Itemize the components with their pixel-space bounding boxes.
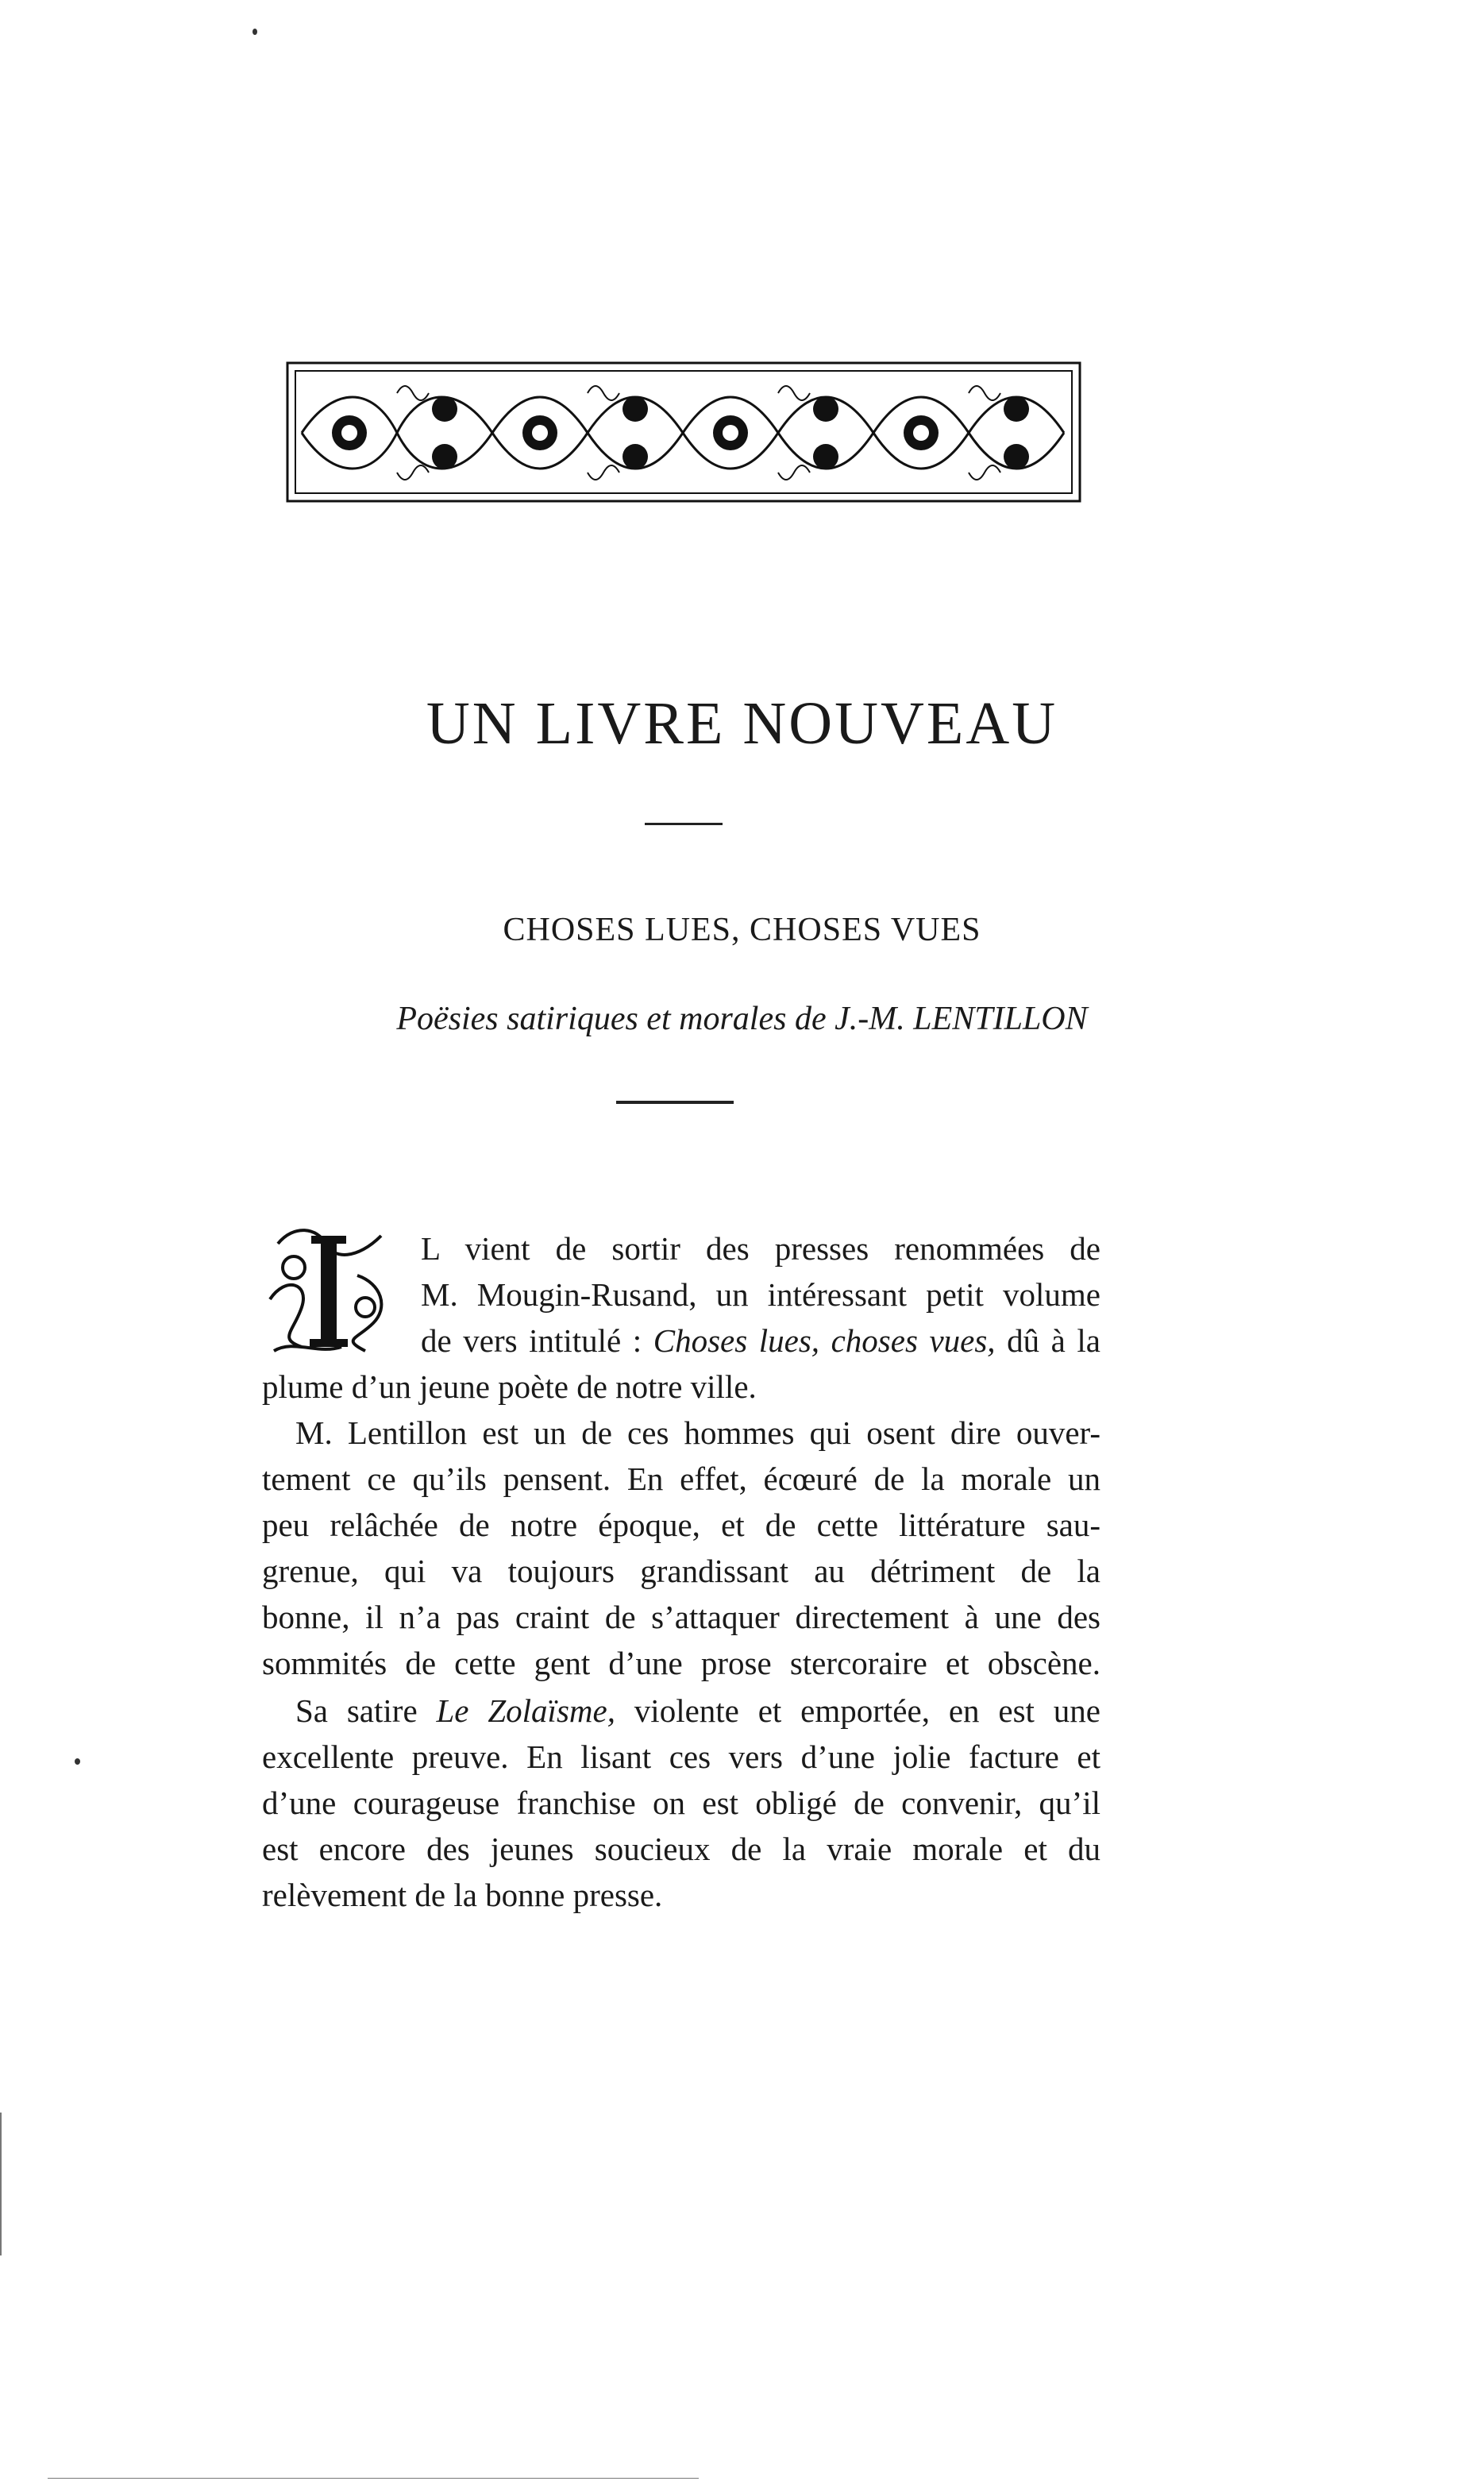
paragraph-3 — [262, 1688, 1100, 1918]
text-line: grenue, qui va toujours grandissant au détriment de la — [262, 1553, 1100, 1589]
scan-edge-line — [48, 2478, 699, 2479]
scan-speck — [75, 1758, 80, 1765]
text-line: peu relâchée de notre époque, et de cette littérature sau- — [262, 1507, 1100, 1543]
dropcap-letter: I — [262, 1220, 263, 1221]
text-line: plume d’un jeune poète de notre ville. — [262, 1368, 757, 1405]
paragraph-2 — [262, 1410, 1100, 1686]
section-divider — [616, 1101, 734, 1104]
satire-title-italic: Le Zolaïsme, — [436, 1692, 615, 1729]
paragraph-1 — [262, 1225, 1100, 1410]
text-line: relèvement de la bonne presse. — [262, 1877, 663, 1913]
text-line: M. Mougin-Rusand, un intéressant petit volume — [421, 1276, 1100, 1313]
scan-edge-line — [0, 2113, 2, 2255]
page-title: UN LIVRE NOUVEAU — [426, 690, 1058, 757]
text-run: dû à la — [995, 1322, 1100, 1359]
floral-headpiece-ornament — [286, 361, 1081, 503]
text-run: Sa satire — [295, 1692, 437, 1729]
book-title: CHOSES LUES, CHOSES VUES — [503, 912, 981, 948]
text-line: excellente preuve. En lisant ces vers d’une jolie facture et — [262, 1738, 1100, 1775]
text-run: violente et emportée, en est une — [615, 1692, 1100, 1729]
title-divider — [645, 823, 723, 825]
text-line: d’une courageuse franchise on est obligé de convenir, qu’il — [262, 1785, 1100, 1821]
text-run: de vers intitulé : — [421, 1322, 653, 1359]
text-line: bonne, il n’a pas craint de s’attaquer directement à une des — [262, 1599, 1100, 1635]
text-line: L vient de sortir des presses renommées de — [421, 1230, 1100, 1267]
book-title-italic: Choses lues, choses vues, — [653, 1322, 996, 1359]
text-line: est encore des jeunes soucieux de la vraie morale et du — [262, 1831, 1100, 1867]
text-line: sommités de cette gent d’une prose stercoraire et obscène. — [262, 1645, 1100, 1681]
text-line: tement ce qu’ils pensent. En effet, écœuré de la morale un — [262, 1461, 1100, 1497]
byline — [0, 1000, 1484, 1038]
text-line — [421, 1318, 1100, 1364]
scan-speck — [252, 29, 257, 35]
byline-description: Poësies satiriques et morales de J.-M. — [396, 1001, 905, 1037]
text-line — [262, 1688, 1100, 1734]
text-line: M. Lentillon est un de ces hommes qui osent dire ouver- — [295, 1414, 1100, 1451]
author-name: LENTILLON — [913, 1001, 1088, 1037]
